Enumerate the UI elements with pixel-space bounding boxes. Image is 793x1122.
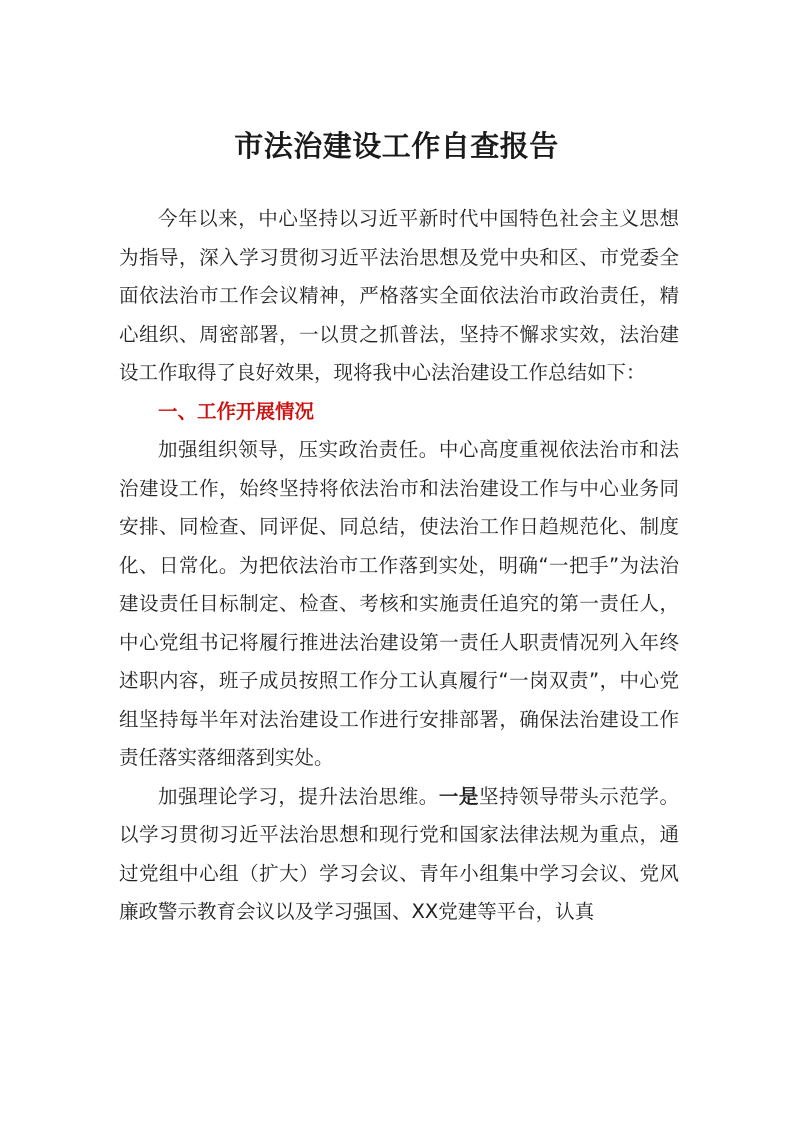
paragraph-theory-study-rest: 坚持领导带头示范学。以学习贯彻习近平法治思想和现行党和国家法律法规为重点，通过党组中心组（扩大）学习会议、青年小组集中学习会议、党风廉政警示教育会议以及学习强国、XX党建等平台，认真	[119, 784, 679, 923]
paragraph-theory-study-bold: 一是	[438, 784, 479, 808]
document-title: 市法治建设工作自查报告	[234, 129, 559, 163]
paragraph-theory-study-lead: 加强理论学习，提升法治思维。	[158, 784, 439, 808]
paragraph-theory-study	[119, 778, 679, 932]
document-body	[119, 200, 679, 932]
section-heading-work-status: 一、工作开展情况	[158, 399, 315, 423]
paragraph-organization-leadership: 加强组织领导，压实政治责任。中心高度重视依法治市和法治建设工作，始终坚持将依法治市和法治建设工作与中心业务同安排、同检查、同评促、同总结，使法治工作日趋规范化、制度化、日常化。为把依法治市工作落到实处，明确“一把手”为法治建设责任目标制定、检查、考核和实施责任追究的第一责任人，中心党组书记将履行推进法治建设第一责任人职责情况列入年终述职内容，班子成员按照工作分工认真履行“一岗双责”，中心党组坚持每半年对法治建设工作进行安排部署，确保法治建设工作责任落实落细落到实处。	[119, 438, 679, 769]
intro-paragraph: 今年以来，中心坚持以习近平新时代中国特色社会主义思想为指导，深入学习贯彻习近平法治思想及党中央和区、市党委全面依法治市工作会议精神，严格落实全面依法治市政治责任，精心组织、周密部署，一以贯之抓普法，坚持不懈求实效，法治建设工作取得了良好效果，现将我中心法治建设工作总结如下：	[119, 207, 679, 384]
